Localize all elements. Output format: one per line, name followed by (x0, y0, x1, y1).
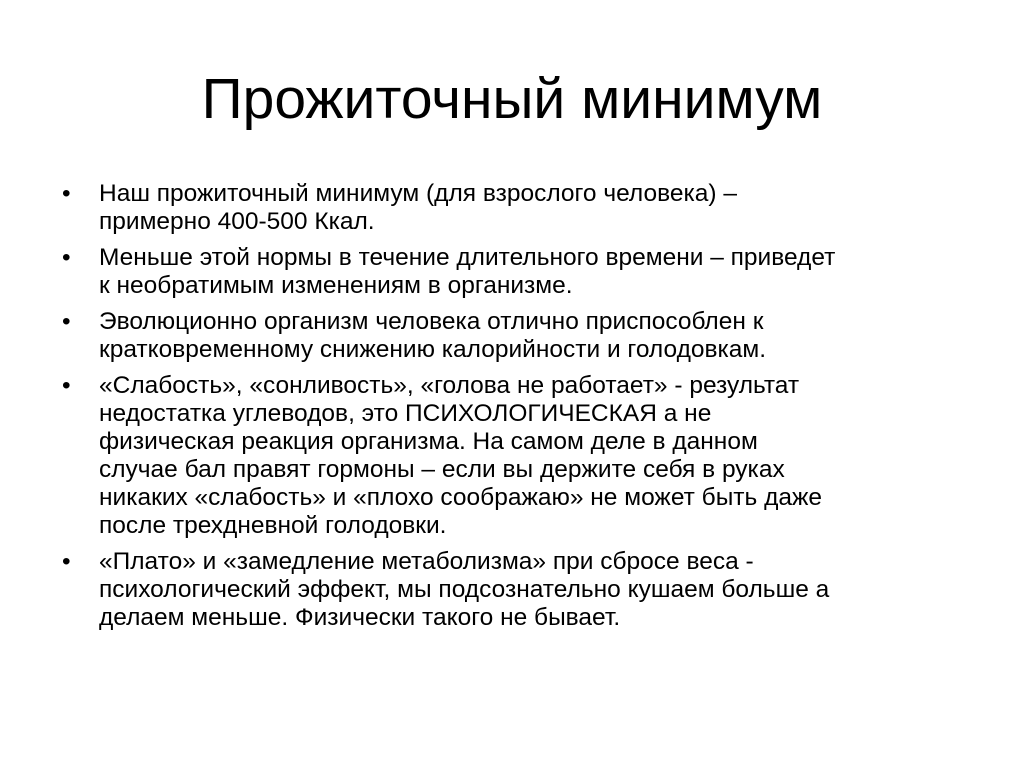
bullet-item (62, 372, 982, 540)
bullet-point-icon: • (62, 244, 71, 271)
bullet-text-line: «Плато» и «замедление метаболизма» при сбросе веса - (99, 548, 754, 575)
bullet-point-icon: • (62, 548, 71, 575)
bullet-text-line: Наш прожиточный минимум (для взрослого человека) – (99, 180, 737, 207)
bullet-text-line: психологический эффект, мы подсознательно кушаем больше а (99, 576, 830, 603)
bullet-text-line: кратковременному снижению калорийности и голодовкам. (99, 336, 767, 363)
bullet-text-line: Меньше этой нормы в течение длительного времени – приведет (99, 244, 836, 271)
bullet-item (62, 180, 982, 236)
bullet-item (62, 244, 982, 300)
bullet-list (62, 180, 982, 640)
bullet-text-line: к необратимым изменениям в организме. (99, 272, 573, 299)
bullet-text-line: недостатка углеводов, это ПСИХОЛОГИЧЕСКАЯ а не (99, 400, 712, 427)
bullet-text-line: «Слабость», «сонливость», «голова не работает» - результат (99, 372, 800, 399)
bullet-item (62, 308, 982, 364)
bullet-text-line: случае бал правят гормоны – если вы держите себя в руках (99, 456, 785, 483)
slide-title: Прожиточный минимум (201, 67, 823, 131)
bullet-text-line: никаких «слабость» и «плохо соображаю» не может быть даже (99, 484, 823, 511)
bullet-point-icon: • (62, 180, 71, 207)
bullet-text-line: после трехдневной голодовки. (99, 512, 447, 539)
bullet-text-line: Эволюционно организм человека отлично приспособлен к (99, 308, 764, 335)
bullet-point-icon: • (62, 372, 71, 399)
bullet-item (62, 548, 982, 632)
bullet-text-line: делаем меньше. Физически такого не бывает. (99, 604, 621, 631)
bullet-text-line: примерно 400-500 Ккал. (99, 208, 375, 235)
bullet-point-icon: • (62, 308, 71, 335)
bullet-text-line: физическая реакция организма. На самом деле в данном (99, 428, 758, 455)
